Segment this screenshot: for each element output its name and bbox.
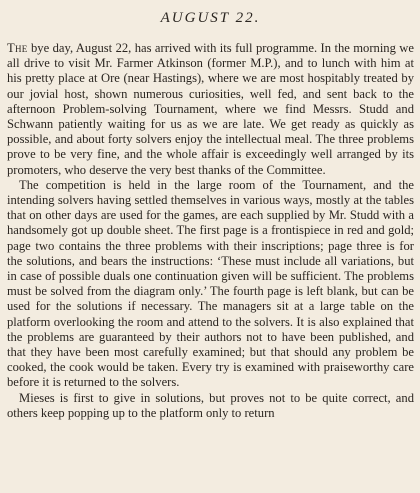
paragraph-3 <box>7 391 414 421</box>
paragraph-2-text: The competition is held in the large room of the Tournament, and the intending solvers having settled themselves in various ways, mostly at the tables that on other days are used for the games, are each supplied by Mr. Studd with a handsomely got up double sheet. The first page is a frontispiece in red and gold; page two contains the three problems with their inscriptions; page three is for the solutions, and bears the instructions: ‘These must include all variations, but in case of possible duals one continuation given will be sufficient. The problems must be solved from the diagram only.’ The fourth page is left blank, but can be used for the solutions if necessary. The managers sit at a large table on the platform overlooking the room and attend to the solvers. It is also explained that the problems are guaranteed by their authors not to have been published, and that they have been most carefully examined; but that should any problem be cooked, the cook would be taken. Every try is examined with praiseworthy care before it is returned to the solvers. <box>7 177 414 390</box>
paragraph-2 <box>7 178 414 391</box>
page-body <box>7 41 414 421</box>
paragraph-1 <box>7 41 414 178</box>
paragraph-1-text: bye day, August 22, has arrived with its full programme. In the morning we all drive to visit Mr. Farmer Atkinson (former M.P.), and to lunch with him at his pretty place at Ore (near Hastings), where we are most hospitably treated by our jovial host, shown numerous curiosities, well fed, and sent back to the afternoon Problem-solving Tournament, where we find Messrs. Studd and Schwann patiently waiting for us as we are late. We get ready as quickly as possible, and about forty solvers enjoy the intellectual meal. The three problems prove to be very fine, and the whole affair is exceedingly well arranged by its promoters, who deserve the very best thanks of the Committee. <box>7 41 414 177</box>
paragraph-1-lead-word: The <box>7 41 28 55</box>
running-head: AUGUST 22. <box>160 10 261 26</box>
paragraph-3-text: Mieses is first to give in solutions, but proves not to be quite correct, and others keep popping up to the platform only to return <box>7 390 414 420</box>
